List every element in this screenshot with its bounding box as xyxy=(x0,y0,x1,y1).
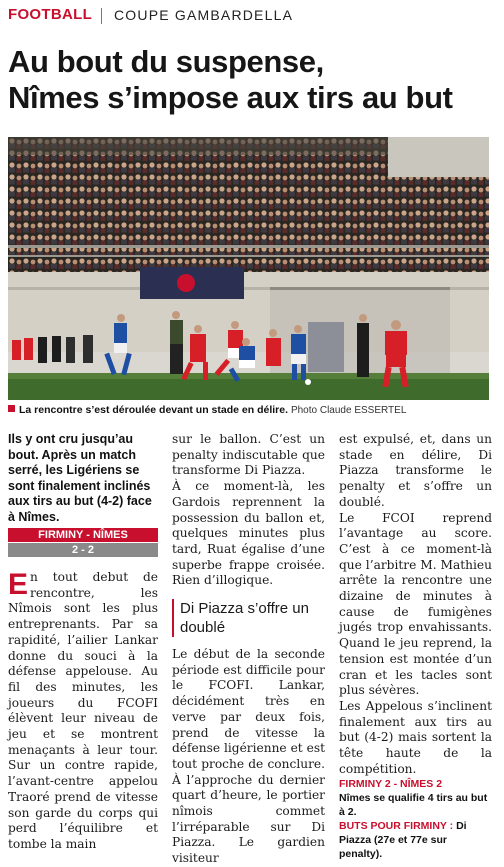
result-scorers xyxy=(339,819,492,861)
photo-caption xyxy=(8,404,500,416)
paragraph-5: est expulsé, et, dans un stade en délire, Di Piazza transforme le penalty et s’offre un doublé. xyxy=(339,432,492,509)
photo-credit: Photo Claude ESSERTEL xyxy=(290,405,407,416)
headline-line-2: Nîmes s’impose aux tirs au but xyxy=(8,80,453,115)
score-teams: FIRMINY - NÎMES xyxy=(8,528,158,542)
caption-text: La rencontre s’est déroulée devant un stade en délire. xyxy=(19,404,289,416)
subheading: Di Piazza s’offre un doublé xyxy=(172,599,325,637)
score-value: 2 - 2 xyxy=(8,543,158,557)
headline-line-1: Au bout du suspense, xyxy=(8,44,324,79)
scorers-label: BUTS POUR FIRMINY : xyxy=(339,820,454,833)
result-qualification: Nîmes se qualifie 4 tirs au but à 2. xyxy=(339,792,488,819)
paragraph-4: Le début de la seconde période est difficile pour le FCOFI. Lankar, décidément très en verve par deux fois, prend de vitesse la défense ligérienne et est tout proche de conclure. À l’approche du dernier quart d’heure, le portier nîmois commet l’irréparable sur Di Piazza. Le gardien visiteur xyxy=(172,647,325,866)
paragraph-3: À ce moment-là, les Gardois reprennent la possession du ballon et, quelques minutes plus tard, Ruat égalise d’une superbe frappe croisée. Rien d’illogique. xyxy=(172,479,325,588)
column-3 xyxy=(339,432,492,861)
header-divider xyxy=(101,8,102,24)
article-lead: Ils y ont cru jusqu’au bout. Après un match serré, les Ligériens se sont finalement inclinés aux tirs au but (4-2) face à Nîmes. xyxy=(8,432,152,524)
section-header xyxy=(8,6,498,26)
headline xyxy=(8,44,500,116)
column-1 xyxy=(8,432,158,525)
column-2 xyxy=(172,432,325,867)
dropcap: E xyxy=(8,568,29,601)
paragraph-1: n tout debut de rencontre, les Nîmois sont les plus entreprenants. Par sa rapidité, l’ailier Lankar donne du souci à la défense appelouse. Au fil des minutes, les joueurs du FCOFI élèvent leur niveau de jeu et se montrent menaçants à leur tour. Sur un contre rapide, l’avant-centre appelou Traoré prend de vitesse son garde du corps qui perd l’équilibre et tombe la main xyxy=(8,570,158,851)
paragraph-6: Le FCOI reprend l’avantage au score. C’est à ce moment-là que l’arbitre M. Mathieu arrête la rencontre une dizaine de minutes à cause de fumigènes jugés trop envahissants. Quand le jeu reprend, la tension est montée d’un cran et les tacles sont plus sévères. xyxy=(339,510,492,698)
match-photo xyxy=(8,137,489,400)
topic-label: COUPE GAMBARDELLA xyxy=(114,7,294,23)
article-body-start xyxy=(8,570,158,853)
section-label: FOOTBALL xyxy=(8,6,93,23)
caption-marker xyxy=(8,405,15,412)
scorers-text: Di Piazza (27e et 77e sur penalty). xyxy=(339,820,467,861)
paragraph-2: sur le ballon. C’est un penalty indiscutable que transforme Di Piazza. xyxy=(172,432,325,478)
result-score: FIRMINY 2 - NÎMES 2 xyxy=(339,778,443,791)
paragraph-7: Les Appelous s’inclinent finalement aux tirs au but (4-2) mais sortent la tête haute de la compétition. xyxy=(339,698,492,776)
match-photo-illustration xyxy=(8,137,489,400)
score-box xyxy=(8,528,158,557)
